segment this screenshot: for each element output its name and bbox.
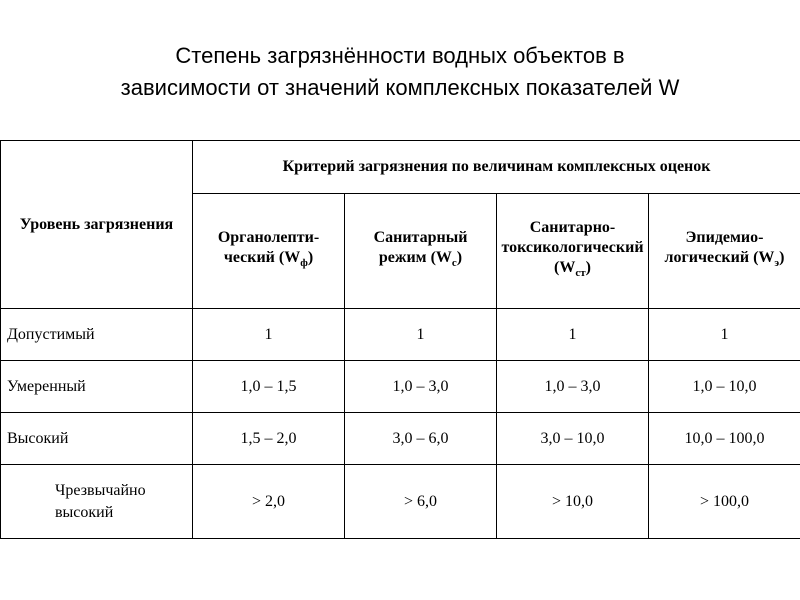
table-cell: 10,0 – 100,0: [649, 413, 800, 465]
criterion-header: Критерий загрязнения по величинам комплексных оценок: [193, 141, 800, 194]
table-cell: 1: [193, 309, 345, 361]
row-level: Высокий: [1, 413, 193, 465]
table-row: [1, 309, 800, 361]
table-cell: > 10,0: [497, 465, 649, 539]
row-level: Умеренный: [1, 361, 193, 413]
table-cell: 1,0 – 10,0: [649, 361, 800, 413]
table-row: [1, 413, 800, 465]
table-cell: 1: [497, 309, 649, 361]
table-cell: > 2,0: [193, 465, 345, 539]
column-header-sanitary: Санитарный режим $(W_c)$: [345, 194, 497, 309]
pollution-table: [0, 140, 800, 539]
table-cell: > 100,0: [649, 465, 800, 539]
table-cell: > 6,0: [345, 465, 497, 539]
level-header: Уровень загрязнения: [1, 141, 193, 309]
column-header-organoleptic: Органолепти-ческий $(W_ф)$: [193, 194, 345, 309]
table-cell: 1,0 – 3,0: [345, 361, 497, 413]
column-header-sanitary-toxicological: Санитарно-токсикологический $(W_{ст})$: [497, 194, 649, 309]
table-cell: 1,5 – 2,0: [193, 413, 345, 465]
table-cell: 3,0 – 10,0: [497, 413, 649, 465]
column-header-epidemiological: Эпидемио-логический $(W_э)$: [649, 194, 800, 309]
slide-title: [0, 40, 800, 104]
table-cell: 1,0 – 3,0: [497, 361, 649, 413]
title-line-1: Степень загрязнённости водных объектов в: [175, 43, 625, 68]
table-cell: 3,0 – 6,0: [345, 413, 497, 465]
table-cell: 1: [345, 309, 497, 361]
table-cell: 1,0 – 1,5: [193, 361, 345, 413]
title-line-2: зависимости от значений комплексных показателей W: [120, 75, 680, 100]
table-row: [1, 361, 800, 413]
row-level: Допустимый: [1, 309, 193, 361]
table-cell: 1: [649, 309, 800, 361]
row-level: Чрезвычайно высокий: [1, 465, 193, 539]
table-row: [1, 465, 800, 539]
